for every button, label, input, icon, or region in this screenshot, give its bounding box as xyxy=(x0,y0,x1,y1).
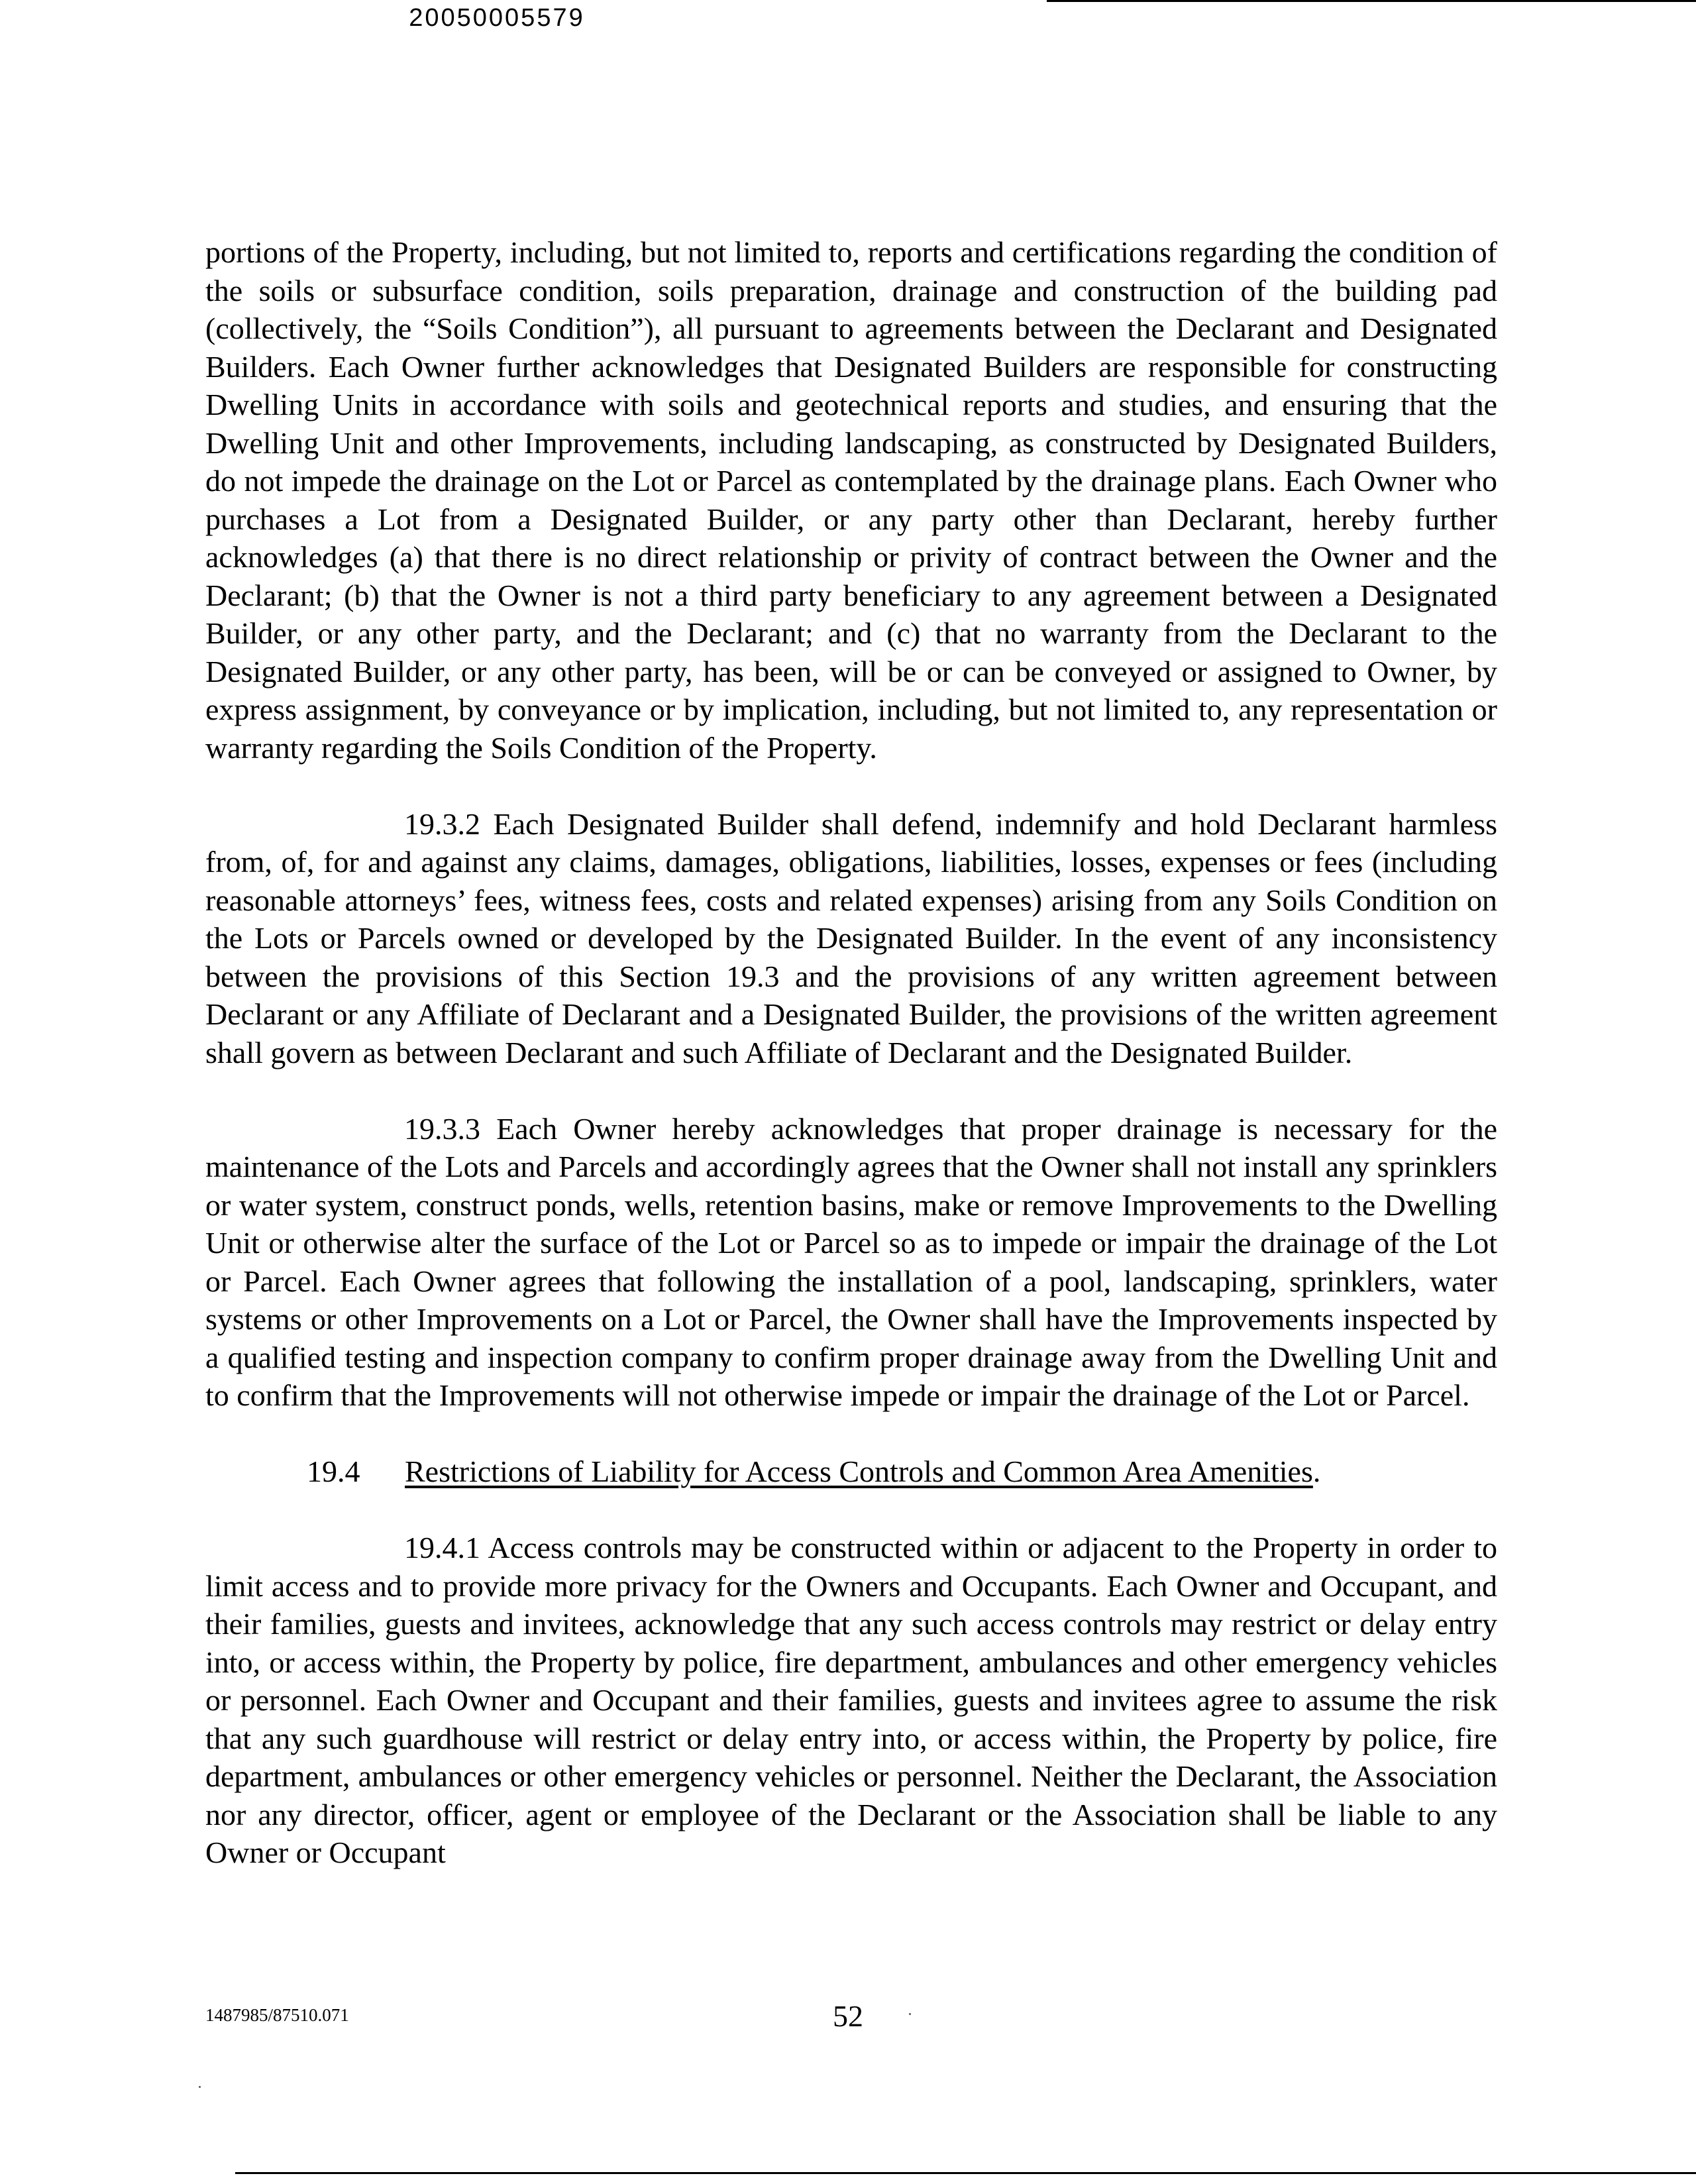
bottom-rule xyxy=(235,2172,1696,2174)
scan-speck xyxy=(909,2013,911,2015)
paragraph-19-3-3: 19.3.3 Each Owner hereby acknowledges that proper drainage is necessary for the maintenance of the Lots and Parcels and accordingly agrees that the Owner shall not install any sprinklers or water system, construct ponds, wells, retention basins, make or remove Improvements to the Dwelling Unit or otherwise alter the surface of the Lot or Parcel so as to impede or impair the drainage of the Lot or Parcel. Each Owner agrees that following the installation of a pool, landscaping, sprinklers, water systems or other Improvements on a Lot or Parcel, the Owner shall have the Improvements inspected by a qualified testing and inspection company to confirm proper drainage away from the Dwelling Unit and to confirm that the Improvements will not otherwise impede or impair the drainage of the Lot or Parcel. xyxy=(205,1111,1497,1412)
footer-file-id: 1487985/87510.071 xyxy=(205,2005,349,2025)
top-rule xyxy=(1047,0,1696,2)
scan-speck xyxy=(199,2086,201,2088)
section-heading-19-4 xyxy=(205,1452,1497,1491)
paragraph-19-3-2: 19.3.2 Each Designated Builder shall defend, indemnify and hold Declarant harmless from, of, for and against any claims, damages, obligations, liabilities, losses, expenses or fees (including reasonable attorneys’ fees, witness fees, costs and related expenses) arising from any Soils Condition on the Lots or Parcels owned or developed by the Designated Builder. In the event of any inconsistency between the provisions of this Section 19.3 and the provisions of any written agreement between Declarant or any Affiliate of Declarant and a Designated Builder, the provisions of the written agreement shall govern as between Declarant and such Affiliate of Declarant and the Designated Builder. xyxy=(205,806,1497,1069)
page-number: 52 xyxy=(833,1999,863,2033)
document-number: 20050005579 xyxy=(409,4,585,32)
paragraph-19-4-1: 19.4.1 Access controls may be constructed within or adjacent to the Property in order to limit access and to provide more privacy for the Owners and Occupants. Each Owner and Occupant, and their families, guests and invitees, acknowledge that any such access controls may restrict or delay entry into, or access within, the Property by police, fire department, ambulances and other emergency vehicles or personnel. Each Owner and Occupant and their families, guests and invitees agree to assume the risk that any such guardhouse will restrict or delay entry into, or access within, the Property by police, fire department, ambulances or other emergency vehicles or personnel. Neither the Declarant, the Association nor any director, officer, agent or employee of the Declarant or the Association shall be liable to any Owner or Occupant xyxy=(205,1531,1497,1869)
section-title-period: . xyxy=(1312,1454,1321,1488)
section-number: 19.4 xyxy=(307,1454,360,1488)
document-body xyxy=(205,233,1497,1910)
paragraph-soils-condition: portions of the Property, including, but not limited to, reports and certifications regarding the condition of the soils or subsurface condition, soils preparation, drainage and construction of the building pad (collectively, the “Soils Condition”), all pursuant to agreements between the Declarant and Designated Builders. Each Owner further acknowledges that Designated Builders are responsible for constructing Dwelling Units in accordance with soils and geotechnical reports and studies, and ensuring that the Dwelling Unit and other Improvements, including landscaping, as constructed by Designated Builders, do not impede the drainage on the Lot or Parcel as contemplated by the drainage plans. Each Owner who purchases a Lot from a Designated Builder, or any party other than Declarant, hereby further acknowledges (a) that there is no direct relationship or privity of contract between the Owner and the Declarant; (b) that the Owner is not a third party beneficiary to any agreement between a Designated Builder, or any other party, and the Declarant; and (c) that no warranty from the Declarant to the Designated Builder, or any other party, has been, will be or can be conveyed or assigned to Owner, by express assignment, by conveyance or by implication, including, but not limited to, any representation or warranty regarding the Soils Condition of the Property. xyxy=(205,235,1497,765)
section-title: Restrictions of Liability for Access Controls and Common Area Amenities xyxy=(405,1454,1313,1488)
